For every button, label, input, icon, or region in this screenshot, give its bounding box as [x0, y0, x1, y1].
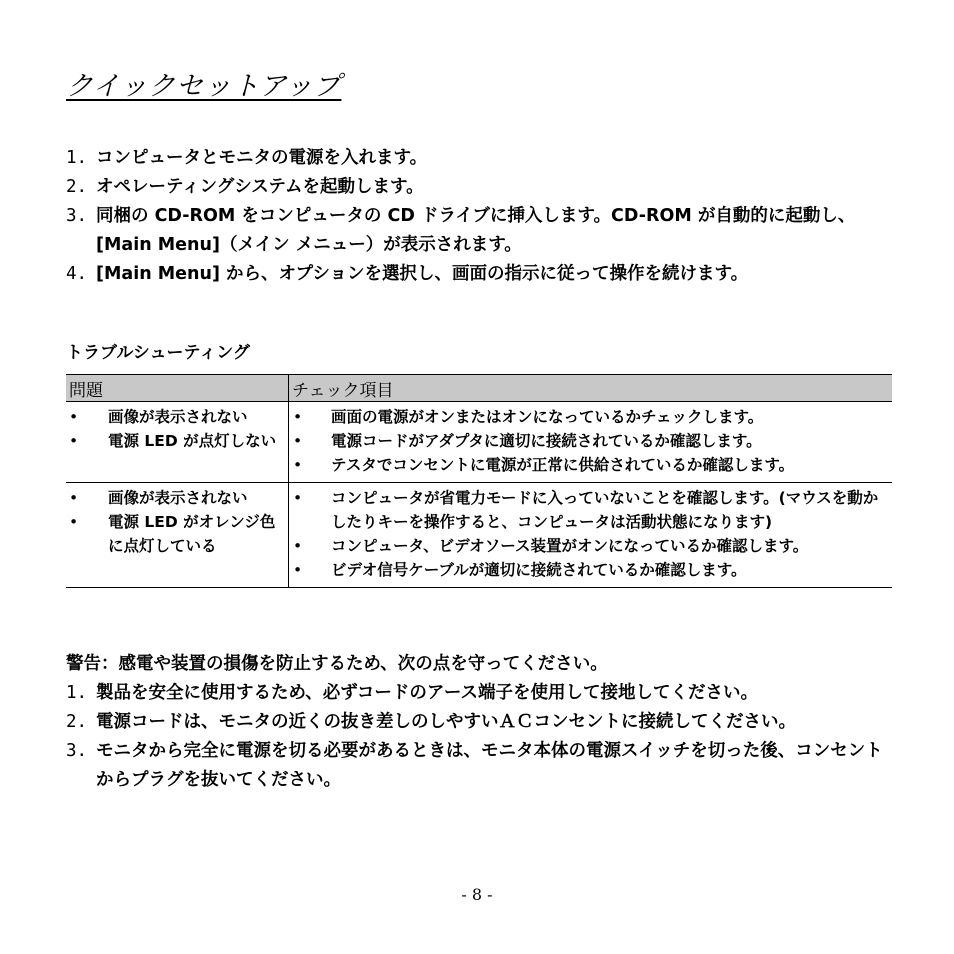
warning-text: 製品を安全に使用するため、必ずコードのアース端子を使用して接地してください。	[96, 683, 759, 703]
check-item: • コンピュータ、ビデオソース装置がオンになっているか確認します。	[289, 534, 892, 558]
step-item	[66, 173, 896, 202]
bullet-icon: •	[69, 513, 79, 531]
check-item: • ビデオ信号ケーブルが適切に接続されているか確認します。	[289, 558, 892, 582]
warning-number: 3.	[66, 741, 88, 761]
step-item	[66, 202, 896, 260]
check-item: • テスタでコンセントに電源が正常に供給されているか確認します。	[289, 453, 892, 477]
warning-intro: 警告：感電や装置の損傷を防止するため、次の点を守ってください。	[66, 654, 608, 674]
step-text: [Main Menu] から、オプションを選択し、画面の指示に従って操作を続けます。	[96, 264, 749, 284]
problem-cell	[66, 402, 289, 483]
bullet-icon: •	[293, 537, 303, 555]
problem-item: • 画像が表示されない	[66, 486, 288, 510]
table-row	[66, 483, 892, 588]
step-number: 1.	[66, 148, 88, 168]
warning-text: 電源コードは、モニタの近くの抜き差しのしやすいＡＣコンセントに接続してください。	[96, 712, 796, 732]
page-title: クイックセットアップ	[66, 71, 342, 102]
warning-number: 2.	[66, 712, 88, 732]
step-text: コンピュータとモニタの電源を入れます。	[96, 148, 428, 168]
bullet-icon: •	[293, 408, 303, 426]
warning-item	[66, 708, 896, 737]
step-text: 同梱の CD-ROM をコンピュータの CD ドライブに挿入します。CD-ROM が自動的に起動し、[Main Menu]（メイン メニュー）が表示されます。	[96, 206, 856, 255]
warning-number: 1.	[66, 683, 88, 703]
check-cell	[289, 483, 893, 588]
warning-item	[66, 737, 896, 795]
check-item: • コンピュータが省電力モードに入っていないことを確認します。(マウスを動かしたりキーを操作すると、コンピュータは活動状態になります)	[289, 486, 892, 534]
table-header-row	[66, 375, 892, 402]
bullet-icon: •	[69, 489, 79, 507]
step-item	[66, 144, 896, 173]
troubleshooting-table	[66, 374, 892, 588]
check-item: • 電源コードがアダプタに適切に接続されているか確認します。	[289, 429, 892, 453]
problem-item: • 画像が表示されない	[66, 405, 288, 429]
check-item: • 画面の電源がオンまたはオンになっているかチェックします。	[289, 405, 892, 429]
problem-item: • 電源 LED がオレンジ色に点灯している	[66, 510, 288, 558]
step-number: 2.	[66, 177, 88, 197]
table-row	[66, 402, 892, 483]
setup-steps	[66, 144, 896, 289]
warning-item	[66, 679, 896, 708]
bullet-icon: •	[69, 432, 79, 450]
problem-item: • 電源 LED が点灯しない	[66, 429, 288, 453]
check-cell	[289, 402, 893, 483]
page-number: - 8 -	[461, 885, 493, 904]
step-text: オペレーティングシステムを起動します。	[96, 177, 424, 197]
bullet-icon: •	[69, 408, 79, 426]
step-item	[66, 260, 896, 289]
check-column-header: チェック項目	[289, 375, 893, 402]
problem-cell	[66, 483, 289, 588]
bullet-icon: •	[293, 561, 303, 579]
bullet-icon: •	[293, 489, 303, 507]
troubleshooting-heading: トラブルシューティング	[66, 343, 250, 363]
step-number: 3.	[66, 206, 88, 226]
step-number: 4.	[66, 264, 88, 284]
bullet-icon: •	[293, 432, 303, 450]
bullet-icon: •	[293, 456, 303, 474]
problem-column-header: 問題	[66, 375, 289, 402]
warning-text: モニタから完全に電源を切る必要があるときは、モニタ本体の電源スイッチを切った後、コンセントからプラグを抜いてください。	[96, 741, 883, 790]
warning-section	[66, 650, 896, 795]
